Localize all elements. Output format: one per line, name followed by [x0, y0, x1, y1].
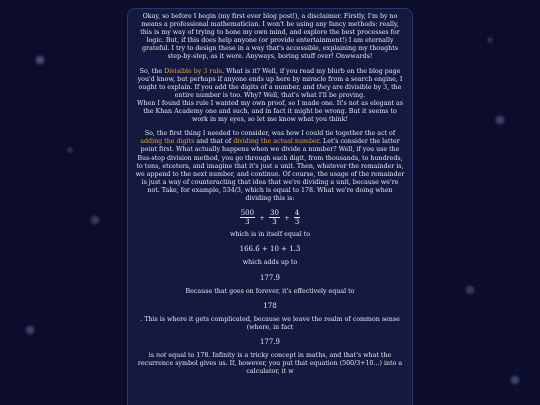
numerator: 500	[240, 209, 255, 218]
blog-post	[127, 8, 413, 405]
paragraph-disclaimer: Okay, so before I begin (my first ever blog post!), a disclaimer. Firstly, I'm by no means a professional mathematician. I won't be using any fancy methods: really, this is my way of trying to hone my own mind, and explore the best processes for logic. But, if this does help anyone (or provide entertainment!) I am eternally grateful. I try to design these in a way that's accessible, explaining my thoughts step-by-step, as it were. Anyways, boring stuff over! Onwwards!	[140, 13, 400, 61]
value-recurring: 177.9̇	[259, 338, 281, 346]
link-adding-the-digits[interactable]: adding the digits	[140, 138, 195, 146]
link-dividing-the-actual-number[interactable]: dividing the actual number	[233, 138, 320, 146]
denominator: 3	[245, 218, 250, 227]
link-divisible-by-3-rule[interactable]: Divisible by 3 rule	[164, 67, 223, 75]
text: equal to 178. Infinity is a tricky concept in maths, and that's what the recurrence symbol gives us. If, however, you put that equation (500/3+10...) into a calculator, it w	[137, 352, 403, 376]
text-line: which adds up to	[242, 259, 298, 267]
text: . What is it? Well, if you read my blurb on the blog page you'd know, but perhaps if anyone ends up here by miracle from a search engine, I ought to explain. If you add the digits of a number, and	[137, 67, 403, 91]
text-line	[135, 352, 405, 376]
emphasis: not	[156, 352, 167, 360]
paragraph-method	[135, 130, 405, 203]
numerator: 4	[294, 209, 300, 218]
text: So, the first thing I needed to consider, was how I could tie together the act of	[144, 130, 396, 138]
fraction	[240, 209, 255, 226]
text: is	[148, 352, 157, 360]
equation-sum: 166.6̇ + 10 + 1.3̇	[239, 245, 301, 254]
numerator: 30	[269, 209, 279, 218]
paragraph-rule	[135, 68, 405, 125]
fraction	[294, 209, 300, 226]
text: So, the	[139, 67, 165, 75]
emphasis: they	[316, 83, 331, 91]
fraction	[269, 209, 280, 226]
plus-sign: +	[259, 213, 265, 222]
plus-sign: +	[284, 213, 290, 222]
text: and that of	[194, 138, 234, 146]
value-result: 177.9̇	[259, 273, 281, 282]
text-line: . This is where it gets complicated, because we leave the realm of common sense (where, in fact	[140, 315, 400, 331]
value-rounded: 178	[263, 301, 277, 310]
denominator: 3	[272, 218, 277, 227]
denominator: 3	[294, 218, 300, 227]
text: . Let's consider the latter point first. What actually happens when we divide a number? Well, if you use the Bus-stop division method, you go through each digit, from thousands, to hundreds, to tens, etcetera, and imagine that it's just a unit. Then, whatever the remainder is, we append to the next number, and continue. Of course, the usage of the remainder is just a way of counteracting that idea that we're dividing a unit, because we're not. Take, for example, 534/3, which is equal to 178. What we're doing when dividing this is:	[135, 138, 405, 202]
equation-fractions	[135, 209, 405, 226]
text-line: which is in itself equal to	[229, 231, 311, 239]
text: are divisible by 3, the entire number is too. Why? Well, that's what I'll be proving.	[174, 83, 402, 99]
text-line: Because that goes on forever, it's effectively equal to	[185, 287, 355, 295]
text: When I found this rule I wanted my own proof, so I made one. It's not as elegant as the Khan Academy one and such, and in fact it might be wrong. But it seems to work in my eyes, so let me know what you think!	[137, 99, 403, 124]
